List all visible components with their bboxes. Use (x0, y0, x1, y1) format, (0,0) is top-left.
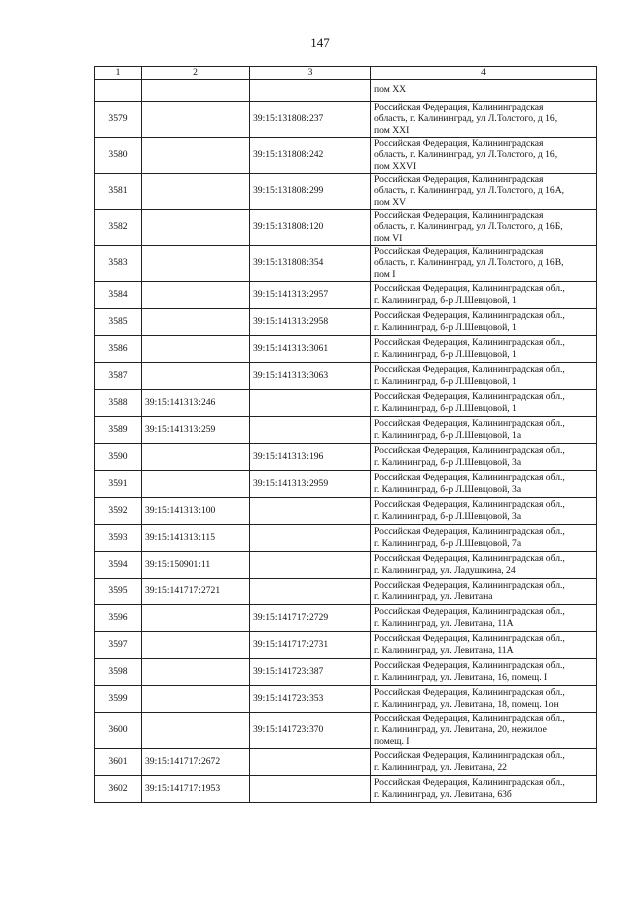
cell-number: 3596 (95, 604, 142, 631)
cell-cadastral-parcel (142, 209, 250, 245)
cell-cadastral-parcel: 39:15:141313:246 (142, 389, 250, 416)
cell-address: Российская Федерация, Калининградская обл., г. Калининград, б-р Л.Шевцовой, 3а (371, 443, 597, 470)
cell-address: Российская Федерация, Калининградская обл., г. Калининград, ул. Ладушкина, 24 (371, 551, 597, 578)
table-row (95, 551, 597, 578)
cell-address: Российская Федерация, Калининградская область, г. Калининград, ул Л.Толстого, д 16А, пом XV (371, 173, 597, 209)
cell-number: 3582 (95, 209, 142, 245)
cell-cadastral-parcel (142, 362, 250, 389)
cell-cadastral-object (250, 524, 371, 551)
cell-number: 3589 (95, 416, 142, 443)
column-header-4: 4 (371, 67, 597, 80)
cell-address: Российская Федерация, Калининградская обл., г. Калининград, ул. Левитана, 11А (371, 604, 597, 631)
cell-cadastral-object: 39:15:141717:2731 (250, 631, 371, 658)
cell-address: Российская Федерация, Калининградская обл., г. Калининград, б-р Л.Шевцовой, 7а (371, 524, 597, 551)
cell-cadastral-object: 39:15:141723:353 (250, 685, 371, 712)
table-row (95, 245, 597, 281)
cell-address: Российская Федерация, Калининградская обл., г. Калининград, ул. Левитана (371, 578, 597, 604)
cell-number: 3594 (95, 551, 142, 578)
table-row (95, 712, 597, 748)
table-row (95, 362, 597, 389)
cell-number: 3581 (95, 173, 142, 209)
table-row (95, 604, 597, 631)
cell-cadastral-object: 39:15:141313:2957 (250, 281, 371, 308)
cell-cadastral-object: 39:15:141313:2958 (250, 308, 371, 335)
cell-cadastral-parcel: 39:15:141717:2672 (142, 748, 250, 775)
cell-number: 3590 (95, 443, 142, 470)
cell-number: 3587 (95, 362, 142, 389)
cell-cadastral-object (250, 748, 371, 775)
cell-cadastral-parcel: 39:15:141717:2721 (142, 578, 250, 604)
cell-number: 3591 (95, 470, 142, 497)
table-row (95, 308, 597, 335)
cell-cadastral-object: 39:15:141313:3063 (250, 362, 371, 389)
cell-cadastral-object (250, 775, 371, 802)
cell-address: пом XX (371, 79, 597, 101)
cell-address: Российская Федерация, Калининградская обл., г. Калининград, б-р Л.Шевцовой, 3а (371, 497, 597, 524)
table-row (95, 281, 597, 308)
table-row (95, 658, 597, 685)
cell-cadastral-object (250, 578, 371, 604)
cell-number: 3593 (95, 524, 142, 551)
cell-cadastral-parcel (142, 712, 250, 748)
table-row (95, 685, 597, 712)
cell-number: 3595 (95, 578, 142, 604)
column-header-2: 2 (142, 67, 250, 80)
table-row (95, 443, 597, 470)
cell-cadastral-object (250, 497, 371, 524)
cell-address: Российская Федерация, Калининградская область, г. Калининград, ул Л.Толстого, д 16, пом XXI (371, 101, 597, 137)
cell-address: Российская Федерация, Калининградская обл., г. Калининград, ул. Левитана, 18, помещ. 1он (371, 685, 597, 712)
cell-number: 3602 (95, 775, 142, 802)
cell-address: Российская Федерация, Калининградская обл., г. Калининград, ул. Левитана, 22 (371, 748, 597, 775)
table-row (95, 631, 597, 658)
cell-number: 3599 (95, 685, 142, 712)
cell-cadastral-parcel (142, 101, 250, 137)
cell-address: Российская Федерация, Калининградская обл., г. Калининград, ул. Левитана, 20, нежилое помещ. I (371, 712, 597, 748)
cell-number (95, 79, 142, 101)
cell-cadastral-object: 39:15:141717:2729 (250, 604, 371, 631)
cell-number: 3586 (95, 335, 142, 362)
cell-cadastral-object: 39:15:131808:120 (250, 209, 371, 245)
cell-cadastral-parcel (142, 443, 250, 470)
cell-cadastral-parcel (142, 308, 250, 335)
cell-cadastral-parcel (142, 281, 250, 308)
cell-address: Российская Федерация, Калининградская обл., г. Калининград, б-р Л.Шевцовой, 1 (371, 308, 597, 335)
cell-number: 3598 (95, 658, 142, 685)
table-row (95, 137, 597, 173)
cell-address: Российская Федерация, Калининградская обл., г. Калининград, б-р Л.Шевцовой, 1 (371, 389, 597, 416)
cell-cadastral-object: 39:15:141313:196 (250, 443, 371, 470)
cell-number: 3583 (95, 245, 142, 281)
cell-address: Российская Федерация, Калининградская область, г. Калининград, ул Л.Толстого, д 16В, пом I (371, 245, 597, 281)
cell-address: Российская Федерация, Калининградская обл., г. Калининград, б-р Л.Шевцовой, 3а (371, 470, 597, 497)
cell-cadastral-parcel: 39:15:141313:259 (142, 416, 250, 443)
cell-cadastral-parcel (142, 173, 250, 209)
cell-number: 3584 (95, 281, 142, 308)
cell-cadastral-parcel (142, 658, 250, 685)
table-row (95, 79, 597, 101)
cell-cadastral-object: 39:15:141723:370 (250, 712, 371, 748)
cell-cadastral-object (250, 389, 371, 416)
registry-table (94, 66, 597, 803)
cell-number: 3585 (95, 308, 142, 335)
cell-number: 3588 (95, 389, 142, 416)
cell-cadastral-parcel: 39:15:141313:115 (142, 524, 250, 551)
column-header-1: 1 (95, 67, 142, 80)
table-row (95, 497, 597, 524)
cell-cadastral-object (250, 416, 371, 443)
cell-cadastral-object: 39:15:131808:299 (250, 173, 371, 209)
table-row (95, 775, 597, 802)
cell-cadastral-parcel (142, 470, 250, 497)
cell-cadastral-object: 39:15:131808:237 (250, 101, 371, 137)
cell-cadastral-parcel: 39:15:141717:1953 (142, 775, 250, 802)
cell-cadastral-parcel (142, 137, 250, 173)
cell-cadastral-parcel (142, 604, 250, 631)
cell-cadastral-parcel (142, 631, 250, 658)
cell-address: Российская Федерация, Калининградская обл., г. Калининград, б-р Л.Шевцовой, 1а (371, 416, 597, 443)
table-row (95, 524, 597, 551)
cell-cadastral-object (250, 551, 371, 578)
cell-address: Российская Федерация, Калининградская обл., г. Калининград, ул. Левитана, 63б (371, 775, 597, 802)
cell-number: 3580 (95, 137, 142, 173)
cell-address: Российская Федерация, Калининградская обл., г. Калининград, б-р Л.Шевцовой, 1 (371, 362, 597, 389)
cell-number: 3592 (95, 497, 142, 524)
cell-number: 3597 (95, 631, 142, 658)
table-row (95, 173, 597, 209)
page-number: 147 (310, 35, 330, 50)
cell-cadastral-parcel (142, 79, 250, 101)
table-row (95, 578, 597, 604)
cell-cadastral-parcel: 39:15:150901:11 (142, 551, 250, 578)
cell-address: Российская Федерация, Калининградская область, г. Калининград, ул Л.Толстого, д 16, пом XXVI (371, 137, 597, 173)
cell-cadastral-object: 39:15:141723:387 (250, 658, 371, 685)
table-row (95, 416, 597, 443)
table-header-row (95, 67, 597, 80)
cell-number: 3579 (95, 101, 142, 137)
cell-cadastral-parcel: 39:15:141313:100 (142, 497, 250, 524)
table-row (95, 101, 597, 137)
cell-address: Российская Федерация, Калининградская обл., г. Калининград, б-р Л.Шевцовой, 1 (371, 335, 597, 362)
cell-address: Российская Федерация, Калининградская область, г. Калининград, ул Л.Толстого, д 16Б, пом VI (371, 209, 597, 245)
cell-cadastral-parcel (142, 245, 250, 281)
table-row (95, 470, 597, 497)
table-row (95, 748, 597, 775)
cell-address: Российская Федерация, Калининградская обл., г. Калининград, ул. Левитана, 16, помещ. I (371, 658, 597, 685)
cell-cadastral-object: 39:15:131808:354 (250, 245, 371, 281)
table-row (95, 389, 597, 416)
cell-cadastral-object: 39:15:141313:3061 (250, 335, 371, 362)
cell-cadastral-object: 39:15:131808:242 (250, 137, 371, 173)
cell-address: Российская Федерация, Калининградская обл., г. Калининград, ул. Левитана, 11А (371, 631, 597, 658)
cell-cadastral-parcel (142, 335, 250, 362)
cell-cadastral-object: 39:15:141313:2959 (250, 470, 371, 497)
cell-number: 3600 (95, 712, 142, 748)
table-row (95, 209, 597, 245)
cell-address: Российская Федерация, Калининградская обл., г. Калининград, б-р Л.Шевцовой, 1 (371, 281, 597, 308)
cell-cadastral-parcel (142, 685, 250, 712)
column-header-3: 3 (250, 67, 371, 80)
cell-cadastral-object (250, 79, 371, 101)
cell-number: 3601 (95, 748, 142, 775)
table-row (95, 335, 597, 362)
